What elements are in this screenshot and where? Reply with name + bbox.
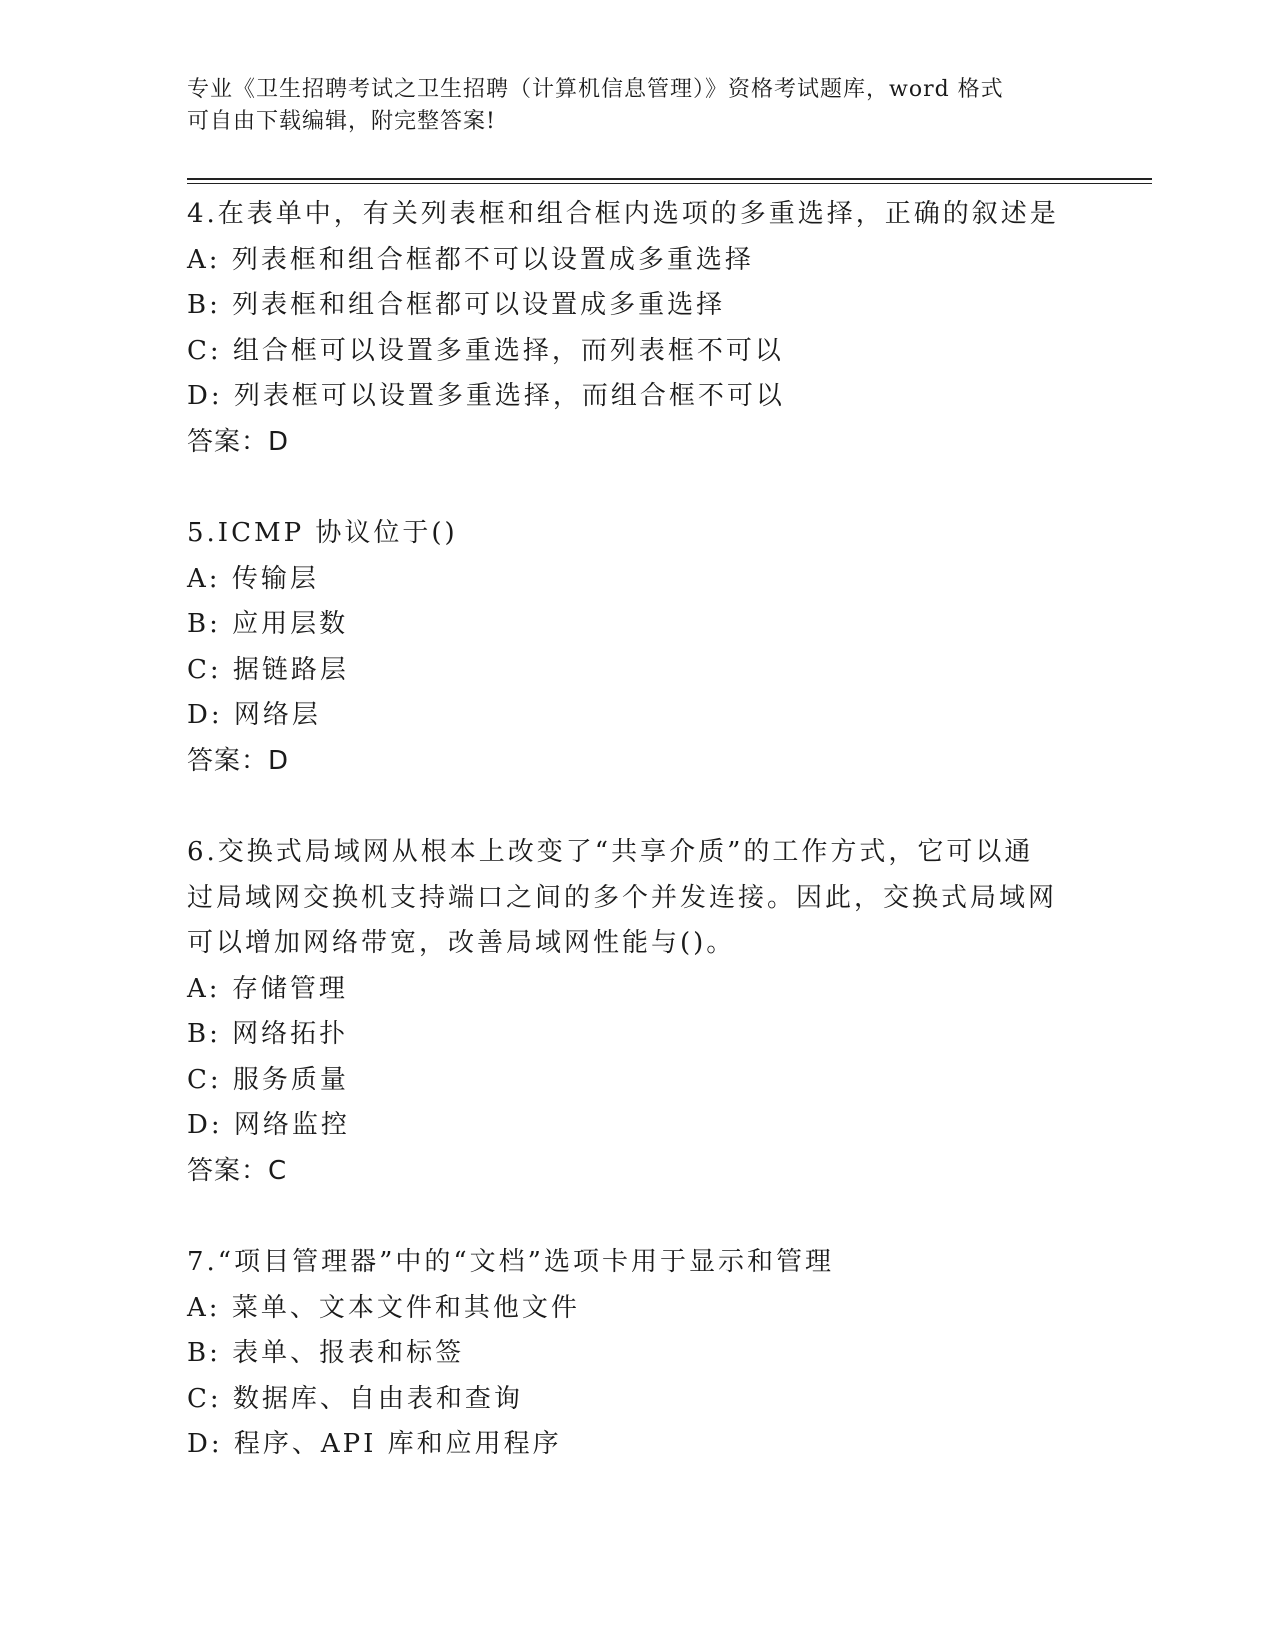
- question-stem: [187, 192, 1067, 238]
- option-text: 列表框和组合框都可以设置成多重选择: [232, 290, 726, 320]
- header-line-1: 专业《卫生招聘考试之卫生招聘（计算机信息管理）》资格考试题库，word 格式: [187, 77, 1004, 102]
- option-key: C:: [187, 654, 222, 685]
- option-text: 传输层: [231, 563, 319, 594]
- answer-option: [187, 1422, 1067, 1468]
- option-key: B:: [187, 1019, 221, 1049]
- answer-option: [187, 1331, 1067, 1377]
- document-header: [187, 74, 1067, 138]
- option-key: D:: [187, 381, 223, 411]
- option-key: C:: [187, 1064, 222, 1095]
- header-divider: [187, 178, 1152, 184]
- answer-option: [187, 1058, 1067, 1104]
- option-key: D:: [187, 700, 223, 730]
- option-text: 列表框可以设置多重选择，而组合框不可以: [233, 381, 785, 411]
- header-line-2: 可自由下载编辑，附完整答案!: [187, 109, 496, 134]
- option-text: 服务质量: [232, 1064, 349, 1095]
- option-key: B:: [187, 290, 221, 320]
- option-text: 程序、API 库和应用程序: [233, 1429, 562, 1459]
- answer-option: [187, 967, 1067, 1013]
- option-key: D:: [187, 1110, 223, 1140]
- question-stem-line: 可以增加网络带宽，改善局域网性能与()。: [187, 928, 736, 958]
- question-block: [187, 830, 1067, 1194]
- question-block: [187, 192, 1067, 465]
- answer-option: [187, 1012, 1067, 1058]
- option-text: 组合框可以设置多重选择，而列表框不可以: [232, 335, 784, 366]
- question-stem-line: 过局域网交换机支持端口之间的多个并发连接。因此，交换式局域网: [187, 882, 1058, 913]
- question-stem-line: 7.“项目管理器”中的“文档”选项卡用于显示和管理: [187, 1247, 834, 1277]
- option-text: 菜单、文本文件和其他文件: [231, 1292, 580, 1323]
- answer-key: 答案：D: [187, 426, 290, 457]
- option-text: 据链路层: [232, 654, 349, 685]
- question-stem-line: 5.ICMP 协议位于(): [187, 518, 458, 548]
- question-stem: [187, 830, 1067, 967]
- option-text: 列表框和组合框都不可以设置成多重选择: [231, 244, 754, 275]
- option-key: B:: [187, 1338, 221, 1368]
- divider-thin-line: [187, 183, 1152, 184]
- option-text: 存储管理: [231, 973, 348, 1004]
- divider-thick-line: [187, 178, 1152, 180]
- option-key: A:: [187, 973, 221, 1004]
- option-key: B:: [187, 609, 221, 639]
- question-block: [187, 511, 1067, 784]
- question-stem: [187, 1240, 1067, 1286]
- answer-option: [187, 238, 1067, 284]
- question-list: [187, 192, 1067, 1514]
- answer-key: 答案：D: [187, 745, 290, 776]
- answer-option: [187, 1286, 1067, 1332]
- question-stem: [187, 511, 1067, 557]
- option-text: 网络监控: [233, 1110, 350, 1140]
- option-text: 网络层: [233, 700, 321, 730]
- option-key: C:: [187, 335, 222, 366]
- answer-key: 答案：C: [187, 1155, 288, 1186]
- question-stem-line: 4.在表单中，有关列表框和组合框内选项的多重选择，正确的叙述是: [187, 199, 1059, 229]
- option-key: A:: [187, 244, 221, 275]
- answer-option: [187, 557, 1067, 603]
- option-key: D:: [187, 1429, 223, 1459]
- question-block: [187, 1240, 1067, 1468]
- answer-option: [187, 1377, 1067, 1423]
- option-text: 表单、报表和标签: [232, 1338, 465, 1368]
- answer-option: [187, 602, 1067, 648]
- answer-option: [187, 648, 1067, 694]
- question-stem-line: 6.交换式局域网从根本上改变了“共享介质”的工作方式，它可以通: [187, 837, 1034, 867]
- option-text: 数据库、自由表和查询: [232, 1383, 523, 1414]
- option-text: 应用层数: [232, 609, 349, 639]
- option-key: A:: [187, 563, 221, 594]
- option-text: 网络拓扑: [232, 1019, 349, 1049]
- answer-option: [187, 1103, 1067, 1149]
- answer-option: [187, 693, 1067, 739]
- option-key: A:: [187, 1292, 221, 1323]
- option-key: C:: [187, 1383, 222, 1414]
- answer-option: [187, 374, 1067, 420]
- answer-option: [187, 283, 1067, 329]
- answer-option: [187, 329, 1067, 375]
